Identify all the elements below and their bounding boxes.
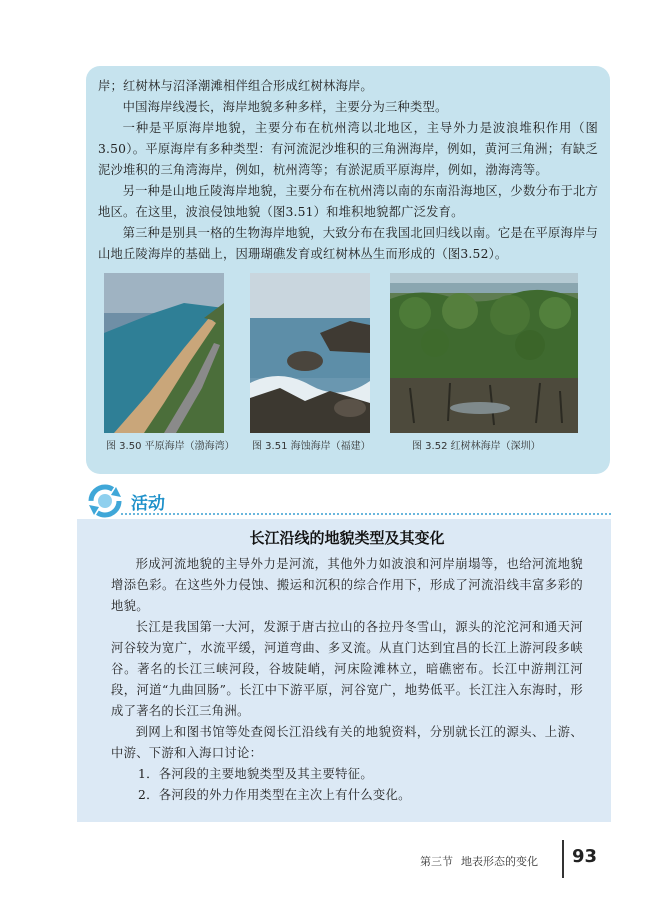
footer-divider <box>562 840 564 878</box>
caption-fig-3-52: 图 3.52 红树林海岸（深圳） <box>412 441 541 452</box>
paragraph-hill-coast: 另一种是山地丘陵海岸地貌，主要分布在杭州湾以南的东南沿海地区，少数分布于北方地区。在这里，波浪侵蚀地貌（图3.51）和堆积地貌都广泛发育。 <box>98 184 598 219</box>
photo-plain-coast <box>104 273 224 433</box>
page-footer <box>420 853 538 869</box>
activity-paragraph-3: 到网上和图书馆等处查阅长江沿线有关的地貌资料，分别就长江的源头、上游、中游、下游和入海口讨论： <box>111 725 583 760</box>
activity-paragraph-1: 形成河流地貌的主导外力是河流，其他外力如波浪和河岸崩塌等，也给河流地貌增添色彩。在这些外力侵蚀、搬运和沉积的综合作用下，形成了河流沿线丰富多彩的地貌。 <box>111 557 583 613</box>
paragraph-continued: 岸；红树林与沼泽潮滩相伴组合形成红树林海岸。 <box>98 79 373 93</box>
caption-fig-3-50: 图 3.50 平原海岸（渤海湾） <box>106 441 235 452</box>
caption-fig-3-51: 图 3.51 海蚀海岸（福建） <box>252 441 371 452</box>
activity-heading: 长江沿线的地貌类型及其变化 <box>249 529 445 547</box>
photo-erosion-coast <box>250 273 370 433</box>
photo-row <box>104 273 596 433</box>
activity-box <box>77 519 611 822</box>
paragraph-bio-coast: 第三种是别具一格的生物海岸地貌，大致分布在我国北回归线以南。它是在平原海岸与山地丘陵海岸的基础上，因珊瑚礁发育或红树林丛生而形成的（图3.52）。 <box>98 226 598 261</box>
activity-divider <box>121 513 611 515</box>
cycle-arrows-icon <box>85 483 125 523</box>
page-number: 93 <box>572 846 598 867</box>
footer-section: 第三节 <box>420 855 453 868</box>
activity-question-1: 1．各河段的主要地貌类型及其主要特征。 <box>138 767 373 781</box>
activity-header <box>77 483 611 519</box>
paragraph-coast-intro: 中国海岸线漫长，海岸地貌多种多样，主要分为三种类型。 <box>122 100 448 114</box>
paragraph-plain-coast: 一种是平原海岸地貌，主要分布在杭州湾以北地区，主导外力是波浪堆积作用（图3.50）。平原海岸有多种类型：有河流泥沙堆积的三角洲海岸，例如，黄河三角洲；有缺乏泥沙堆积的三角湾海岸，例如，杭州湾等；有淤泥质平原海岸，例如，渤海湾等。 <box>98 121 598 177</box>
footer-title: 地表形态的变化 <box>461 855 538 868</box>
activity-label: 活动 <box>131 494 165 514</box>
photo-mangrove-coast <box>390 273 578 433</box>
activity-paragraph-2: 长江是我国第一大河，发源于唐古拉山的各拉丹冬雪山，源头的沱沱河和通天河河谷较为宽广，水流平缓，河道弯曲、多叉流。从直门达到宜昌的长江上游河段多峡谷。著名的长江三峡河段，谷坡陡峭，河床险滩林立，暗礁密布。长江中游荆江河段，河道“九曲回肠”。长江中下游平原，河谷宽广，地势低平。长江注入东海时，形成了著名的长江三角洲。 <box>111 620 583 718</box>
textbook-section-box <box>86 66 610 474</box>
activity-question-2: 2．各河段的外力作用类型在主次上有什么变化。 <box>138 788 411 802</box>
